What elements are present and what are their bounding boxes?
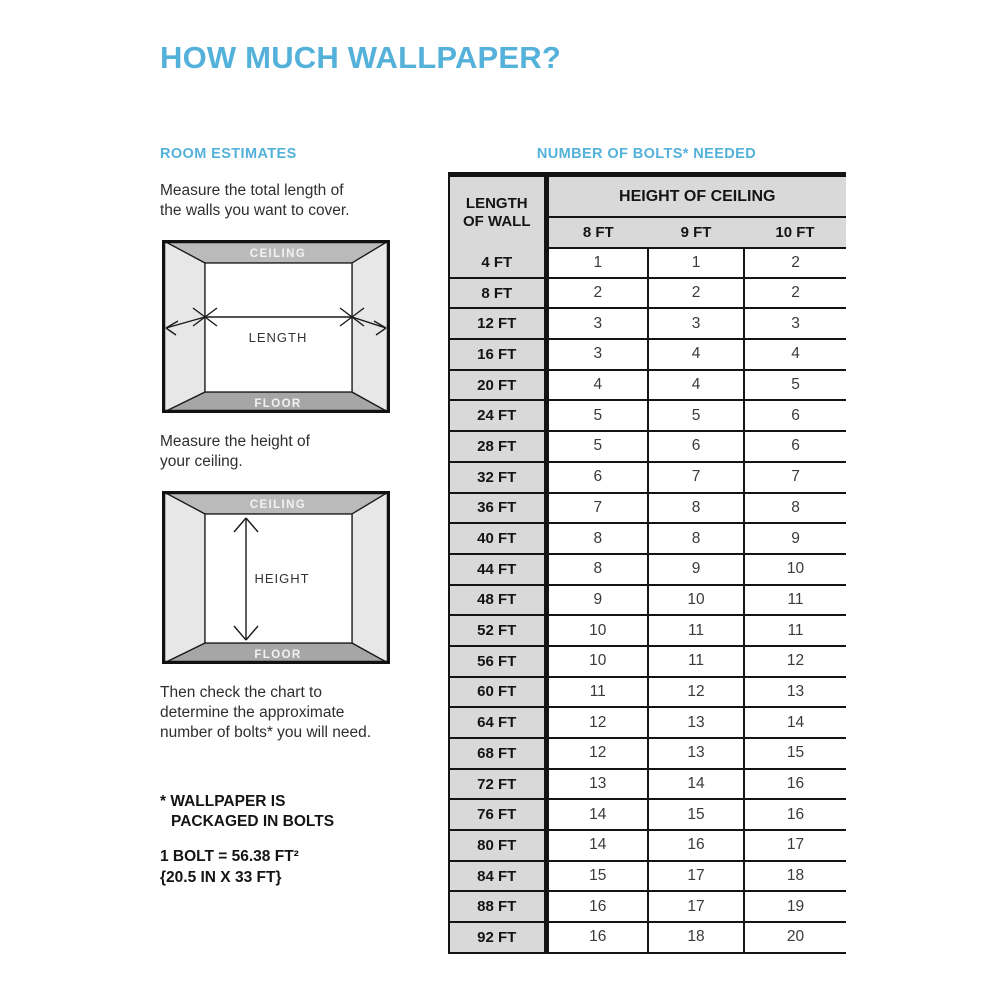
wall-length-cell: 48 FT (449, 585, 546, 616)
wall-length-cell: 28 FT (449, 431, 546, 462)
table-row (449, 554, 846, 585)
bolts-table-body (449, 248, 846, 953)
bolt-count-cell: 7 (648, 462, 744, 493)
column-header-8ft: 8 FT (546, 217, 648, 248)
bolt-count-cell: 12 (546, 707, 648, 738)
table-row (449, 646, 846, 677)
bolt-count-cell: 13 (648, 738, 744, 769)
table-row (449, 462, 846, 493)
wall-length-cell: 76 FT (449, 799, 546, 830)
bolt-size-spec (160, 846, 299, 888)
bolt-count-cell: 12 (546, 738, 648, 769)
table-row (449, 248, 846, 278)
length-of-wall-header (449, 175, 546, 249)
room-estimates-heading: ROOM ESTIMATES (160, 146, 297, 162)
table-row (449, 370, 846, 401)
bolt-count-cell: 11 (546, 677, 648, 708)
table-row (449, 339, 846, 370)
bolt-count-cell: 2 (744, 278, 846, 309)
wall-length-cell: 56 FT (449, 646, 546, 677)
wall-length-cell: 80 FT (449, 830, 546, 861)
bolt-count-cell: 6 (648, 431, 744, 462)
wall-length-cell: 32 FT (449, 462, 546, 493)
wall-length-cell: 4 FT (449, 248, 546, 278)
bolt-count-cell: 15 (546, 861, 648, 892)
floor-label: FLOOR (254, 398, 302, 410)
bolt-count-cell: 2 (546, 278, 648, 309)
bolt-count-cell: 17 (744, 830, 846, 861)
bolt-count-cell: 4 (648, 370, 744, 401)
instruction-line: Then check the chart to (160, 684, 322, 701)
bolt-count-cell: 13 (648, 707, 744, 738)
bolt-count-cell: 20 (744, 922, 846, 953)
wall-length-cell: 20 FT (449, 370, 546, 401)
bolt-count-cell: 4 (648, 339, 744, 370)
bolt-count-cell: 14 (744, 707, 846, 738)
table-row (449, 431, 846, 462)
measure-height-instruction (160, 432, 310, 472)
height-label: HEIGHT (254, 571, 310, 586)
bolt-count-cell: 9 (648, 554, 744, 585)
bolt-count-cell: 6 (744, 400, 846, 431)
bolt-count-cell: 14 (648, 769, 744, 800)
footnote-line: * WALLPAPER IS (160, 793, 286, 810)
wall-length-cell: 52 FT (449, 615, 546, 646)
bolt-count-cell: 11 (648, 646, 744, 677)
ceiling-label: CEILING (249, 499, 307, 511)
wall-length-cell: 44 FT (449, 554, 546, 585)
wall-length-cell: 12 FT (449, 308, 546, 339)
bolt-count-cell: 1 (648, 248, 744, 278)
table-row (449, 861, 846, 892)
room-length-illustration (162, 240, 390, 413)
bolt-count-cell: 18 (744, 861, 846, 892)
bolt-count-cell: 14 (546, 799, 648, 830)
footnote-line: PACKAGED IN BOLTS (171, 813, 335, 830)
bolt-count-cell: 17 (648, 891, 744, 922)
bolt-count-cell: 7 (744, 462, 846, 493)
wall-length-cell: 8 FT (449, 278, 546, 309)
table-row (449, 615, 846, 646)
length-of-wall-header-line: LENGTH (465, 194, 528, 212)
table-row (449, 278, 846, 309)
wall-length-cell: 92 FT (449, 922, 546, 953)
wall-length-cell: 60 FT (449, 677, 546, 708)
bolt-spec-line: {20.5 IN X 33 FT} (160, 869, 282, 886)
bolt-count-cell: 12 (648, 677, 744, 708)
bolt-count-cell: 11 (744, 585, 846, 616)
bolt-count-cell: 10 (648, 585, 744, 616)
bolt-count-cell: 10 (744, 554, 846, 585)
right-wall-surface (352, 491, 390, 664)
measure-length-instruction (160, 181, 350, 221)
table-row (449, 799, 846, 830)
bolt-count-cell: 6 (744, 431, 846, 462)
bolt-spec-line: 1 BOLT = 56.38 FT² (160, 848, 299, 865)
bolt-count-cell: 10 (546, 646, 648, 677)
table-row (449, 493, 846, 524)
height-of-ceiling-header: HEIGHT OF CEILING (546, 175, 846, 218)
bolt-count-cell: 3 (744, 308, 846, 339)
bolt-count-cell: 13 (546, 769, 648, 800)
bolt-count-cell: 3 (648, 308, 744, 339)
instruction-line: number of bolts* you will need. (160, 724, 372, 741)
bolt-count-cell: 2 (744, 248, 846, 278)
table-row (449, 308, 846, 339)
bolt-count-cell: 13 (744, 677, 846, 708)
bolt-count-cell: 3 (546, 339, 648, 370)
bolt-count-cell: 2 (648, 278, 744, 309)
bolt-count-cell: 9 (744, 523, 846, 554)
page-title: HOW MUCH WALLPAPER? (160, 40, 562, 75)
bolt-count-cell: 8 (546, 523, 648, 554)
bolt-count-cell: 15 (648, 799, 744, 830)
instruction-line: your ceiling. (160, 453, 243, 470)
bolt-count-cell: 5 (546, 400, 648, 431)
bolt-count-cell: 8 (648, 523, 744, 554)
wall-length-cell: 84 FT (449, 861, 546, 892)
table-row (449, 585, 846, 616)
check-chart-instruction (160, 683, 371, 743)
room-height-diagram (162, 491, 390, 664)
wall-length-cell: 36 FT (449, 493, 546, 524)
table-row (449, 738, 846, 769)
bolt-count-cell: 16 (546, 922, 648, 953)
wall-length-cell: 88 FT (449, 891, 546, 922)
bolt-count-cell: 6 (546, 462, 648, 493)
bolt-count-cell: 16 (744, 769, 846, 800)
bolt-count-cell: 16 (744, 799, 846, 830)
length-of-wall-header-line: OF WALL (463, 212, 531, 230)
length-label: LENGTH (248, 330, 308, 345)
bolt-count-cell: 4 (546, 370, 648, 401)
bolt-count-cell: 11 (648, 615, 744, 646)
bolt-count-cell: 7 (546, 493, 648, 524)
bolt-count-cell: 14 (546, 830, 648, 861)
table-row (449, 677, 846, 708)
floor-label: FLOOR (254, 649, 302, 661)
bolt-count-cell: 16 (648, 830, 744, 861)
wall-length-cell: 72 FT (449, 769, 546, 800)
bolt-count-cell: 5 (546, 431, 648, 462)
bolt-count-cell: 3 (546, 308, 648, 339)
back-wall-surface (205, 263, 352, 392)
bolt-count-cell: 8 (648, 493, 744, 524)
instruction-line: the walls you want to cover. (160, 202, 350, 219)
bolt-count-cell: 1 (546, 248, 648, 278)
table-row (449, 769, 846, 800)
bolt-count-cell: 16 (546, 891, 648, 922)
wall-length-cell: 16 FT (449, 339, 546, 370)
wall-length-cell: 64 FT (449, 707, 546, 738)
room-length-diagram (162, 240, 390, 413)
bolt-count-cell: 10 (546, 615, 648, 646)
instruction-line: Measure the total length of (160, 182, 344, 199)
wall-length-cell: 24 FT (449, 400, 546, 431)
wall-length-cell: 68 FT (449, 738, 546, 769)
table-row (449, 891, 846, 922)
bolt-count-cell: 8 (546, 554, 648, 585)
column-header-10ft: 10 FT (744, 217, 846, 248)
bolt-count-cell: 17 (648, 861, 744, 892)
bolt-count-cell: 12 (744, 646, 846, 677)
bolt-count-cell: 19 (744, 891, 846, 922)
bolt-count-cell: 5 (648, 400, 744, 431)
bolt-count-cell: 15 (744, 738, 846, 769)
table-row (449, 400, 846, 431)
instruction-line: Measure the height of (160, 433, 310, 450)
bolt-count-cell: 8 (744, 493, 846, 524)
bolt-count-cell: 11 (744, 615, 846, 646)
instruction-line: determine the approximate (160, 704, 345, 721)
table-row (449, 707, 846, 738)
bolts-needed-table (448, 172, 846, 954)
wallpaper-bolts-footnote (160, 792, 334, 832)
bolt-count-cell: 4 (744, 339, 846, 370)
bolts-needed-heading: NUMBER OF BOLTS* NEEDED (536, 146, 757, 162)
column-header-9ft: 9 FT (648, 217, 744, 248)
wall-length-cell: 40 FT (449, 523, 546, 554)
bolt-count-cell: 5 (744, 370, 846, 401)
table-row (449, 922, 846, 953)
room-height-illustration (162, 491, 390, 664)
bolt-count-cell: 18 (648, 922, 744, 953)
ceiling-label: CEILING (249, 248, 307, 260)
left-wall-surface (162, 491, 205, 664)
table-row (449, 523, 846, 554)
bolt-count-cell: 9 (546, 585, 648, 616)
table-row (449, 830, 846, 861)
